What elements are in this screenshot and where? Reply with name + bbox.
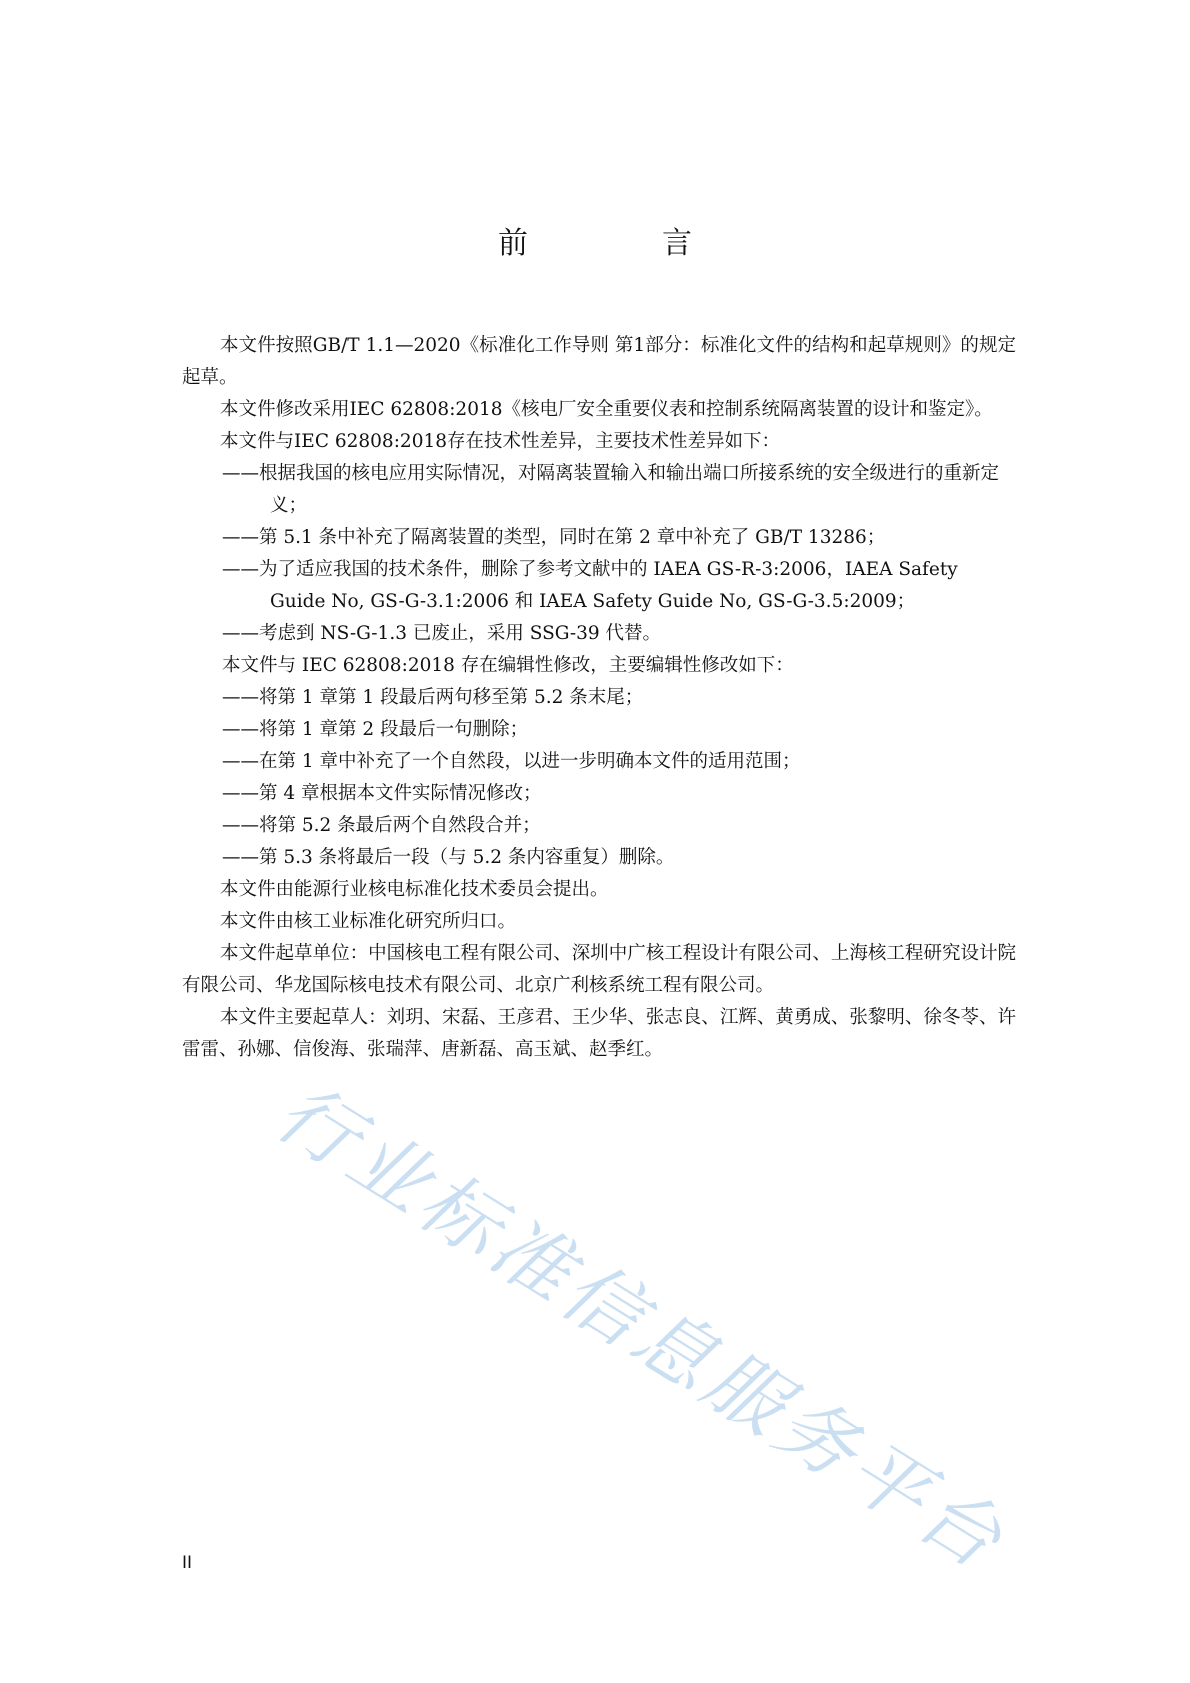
technical-difference-item: ——为了适应我国的技术条件，删除了参考文献中的 IAEA GS-R-3:2006，IAEA Safety Guide No, GS-G-3.1:2006 和 IAEA Safety Guide No, GS-G-3.5:2009； bbox=[222, 559, 958, 612]
paragraph-centralized-unit: 本文件由核工业标准化研究所归口。 bbox=[220, 911, 517, 932]
paragraph-drafters: 本文件主要起草人：刘玥、宋磊、王彦君、王少华、张志良、江辉、黄勇成、张黎明、徐冬苓、许雷雷、孙娜、信俊海、张瑞萍、唐新磊、高玉斌、赵季红。 bbox=[182, 1007, 1016, 1060]
paragraph-drafting-basis: 本文件按照GB/T 1.1—2020《标准化工作导则 第1部分：标准化文件的结构和起草规则》的规定起草。 bbox=[182, 335, 1016, 388]
page-title: 前 言 bbox=[498, 226, 744, 261]
paragraph-editorial-changes-intro: 本文件与 IEC 62808:2018 存在编辑性修改，主要编辑性修改如下： bbox=[222, 655, 794, 676]
technical-difference-item: ——考虑到 NS-G-1.3 已废止，采用 SSG-39 代替。 bbox=[222, 623, 662, 644]
technical-difference-item: ——根据我国的核电应用实际情况，对隔离装置输入和输出端口所接系统的安全级进行的重新定义； bbox=[222, 463, 1000, 516]
editorial-change-item: ——将第 1 章第 1 段最后两句移至第 5.2 条末尾； bbox=[222, 687, 644, 708]
foreword-body bbox=[182, 330, 1016, 1066]
editorial-change-item: ——将第 1 章第 2 段最后一句删除； bbox=[222, 719, 529, 740]
paragraph-proposer: 本文件由能源行业核电标准化技术委员会提出。 bbox=[220, 879, 609, 900]
technical-difference-item: ——第 5.1 条中补充了隔离装置的类型，同时在第 2 章中补充了 GB/T 13286； bbox=[222, 527, 886, 548]
paragraph-adoption: 本文件修改采用IEC 62808:2018《核电厂安全重要仪表和控制系统隔离装置的设计和鉴定》。 bbox=[220, 399, 993, 420]
editorial-change-item: ——在第 1 章中补充了一个自然段，以进一步明确本文件的适用范围； bbox=[222, 751, 801, 772]
paragraph-drafting-organizations: 本文件起草单位：中国核电工程有限公司、深圳中广核工程设计有限公司、上海核工程研究设计院有限公司、华龙国际核电技术有限公司、北京广利核系统工程有限公司。 bbox=[182, 943, 1016, 996]
paragraph-technical-differences-intro: 本文件与IEC 62808:2018存在技术性差异，主要技术性差异如下： bbox=[220, 431, 781, 452]
editorial-change-item: ——第 5.3 条将最后一段（与 5.2 条内容重复）删除。 bbox=[222, 847, 675, 868]
watermark-text: 行业标准信息服务平台 bbox=[260, 1067, 1021, 1589]
page-number: II bbox=[182, 1553, 193, 1573]
editorial-change-item: ——第 4 章根据本文件实际情况修改； bbox=[222, 783, 542, 804]
editorial-change-item: ——将第 5.2 条最后两个自然段合并； bbox=[222, 815, 541, 836]
